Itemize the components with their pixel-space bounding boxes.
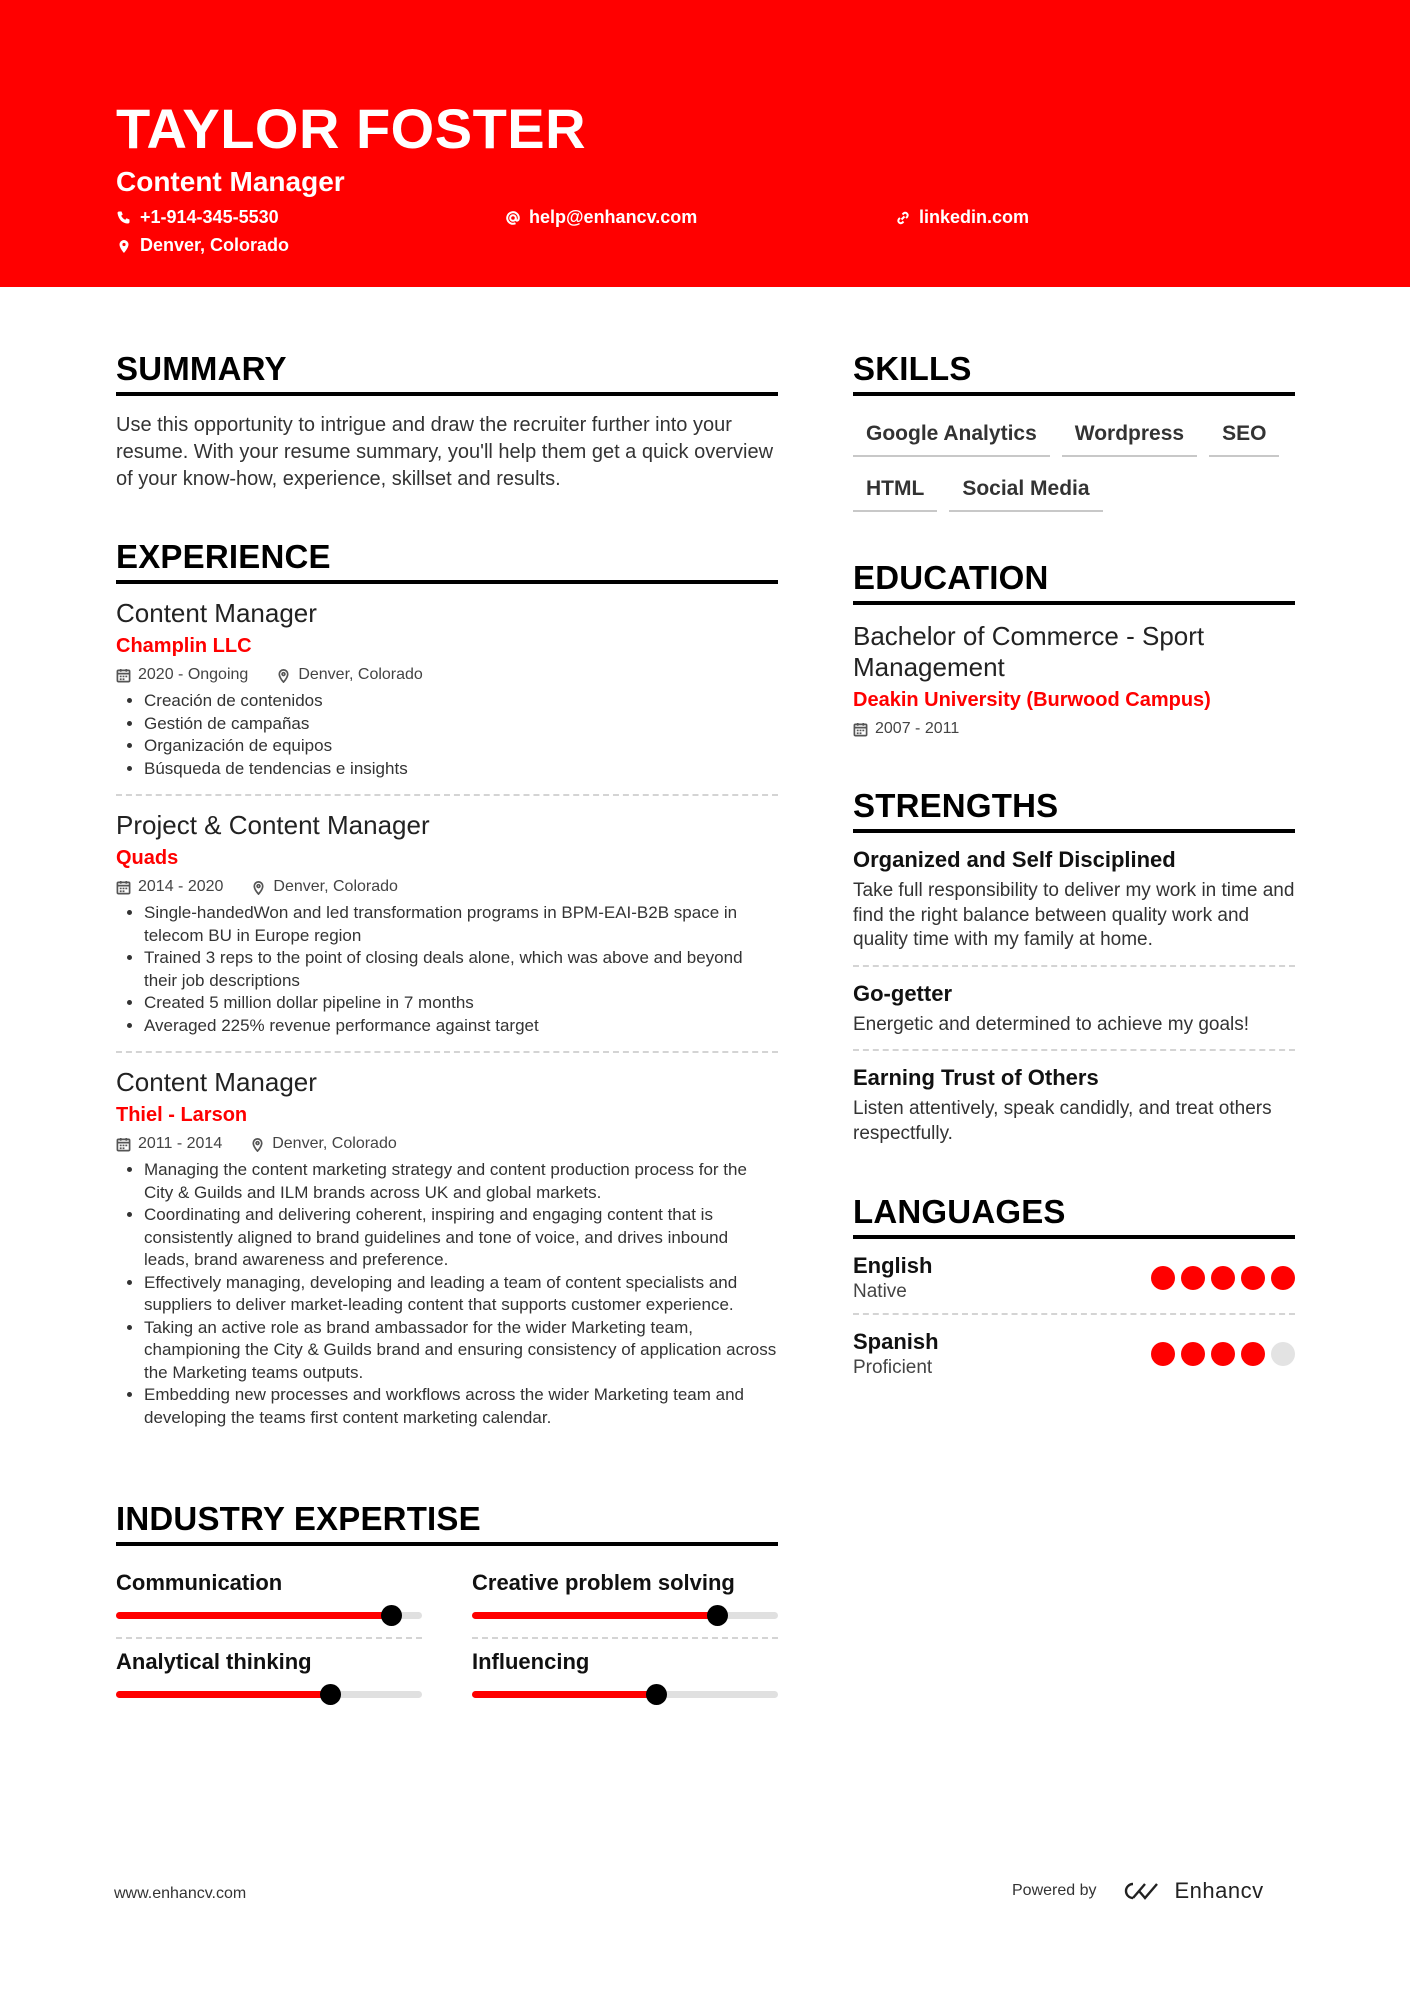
job-dates	[116, 1135, 222, 1153]
phone-text: +1-914-345-5530	[140, 207, 279, 227]
languages-section	[853, 1193, 1295, 1389]
language-name: English	[853, 1253, 933, 1278]
expertise-bar	[116, 1612, 422, 1619]
expertise-item	[116, 1639, 422, 1716]
job-dates-text: 2020 - Ongoing	[138, 666, 249, 683]
job-bullet: • Embedding new processes and workflows across the wider Marketing team and developing the teams first content marketing calendar.	[144, 1384, 778, 1429]
industry-expertise-heading: INDUSTRY EXPERTISE	[116, 1500, 778, 1546]
strength-desc: Energetic and determined to achieve my goals!	[853, 1013, 1250, 1035]
language-item	[853, 1239, 1295, 1315]
strengths-heading: STRENGTHS	[853, 787, 1295, 833]
language-rating	[1151, 1342, 1295, 1366]
rating-dot-filled	[1181, 1342, 1205, 1366]
expertise-bar-fill	[116, 1612, 391, 1619]
job-bullet: • Gestión de campañas	[144, 713, 778, 736]
skill-tag: SEO	[1209, 414, 1279, 457]
job-bullets	[116, 902, 778, 1037]
language-rating	[1151, 1266, 1295, 1290]
expertise-label: Creative problem solving	[472, 1570, 735, 1595]
expertise-bar-knob	[707, 1605, 728, 1626]
job-entry	[116, 1053, 778, 1443]
rating-dot-filled	[1241, 1266, 1265, 1290]
language-level: Proficient	[853, 1357, 933, 1378]
candidate-name: TAYLOR FOSTER	[116, 97, 587, 160]
skill-tag: Wordpress	[1062, 414, 1197, 457]
location-pin-icon	[116, 238, 132, 254]
job-location	[251, 878, 398, 896]
strength-desc: Listen attentively, speak candidly, and treat others respectfully.	[853, 1098, 1272, 1144]
job-title: Project & Content Manager	[116, 810, 430, 840]
job-dates-text: 2014 - 2020	[138, 878, 224, 895]
job-company: Champlin LLC	[116, 635, 252, 657]
at-icon	[505, 210, 521, 226]
job-dates	[116, 666, 248, 684]
strength-item	[853, 967, 1295, 1052]
skill-tag: Social Media	[949, 469, 1102, 512]
education-heading: EDUCATION	[853, 559, 1295, 605]
job-entry	[116, 584, 778, 796]
skill-tag: HTML	[853, 469, 937, 512]
education-dates-text: 2007 - 2011	[875, 720, 960, 737]
strength-desc: Take full responsibility to deliver my work in time and find the right balance between quality work and quality time with my family at home.	[853, 880, 1295, 950]
email-text: help@enhancv.com	[529, 207, 698, 227]
expertise-bar-knob	[320, 1684, 341, 1705]
job-bullet: • Single-handedWon and led transformation programs in BPM-EAI-B2B space in telecom BU in Europe region	[144, 902, 778, 947]
strength-item	[853, 833, 1295, 967]
calendar-icon	[853, 722, 868, 737]
job-bullet: • Coordinating and delivering coherent, inspiring and engaging content that is consistently aligned to brand guidelines and tone of voice, and drives inbound leads, brand awareness and preference.	[144, 1204, 778, 1272]
job-bullet: • Trained 3 reps to the point of closing deals alone, which was above and beyond their job descriptions	[144, 947, 778, 992]
job-bullets	[116, 690, 778, 780]
job-location-text: Denver, Colorado	[272, 1135, 397, 1152]
expertise-bar-knob	[381, 1605, 402, 1626]
linkedin-text: linkedin.com	[919, 207, 1030, 227]
education-section	[853, 559, 1295, 738]
calendar-icon	[116, 880, 131, 895]
job-bullets	[116, 1159, 778, 1429]
location-pin-icon	[250, 1137, 265, 1152]
strength-item	[853, 1051, 1295, 1158]
expertise-bar	[472, 1691, 778, 1698]
job-bullet: • Organización de equipos	[144, 735, 778, 758]
calendar-icon	[116, 668, 131, 683]
rating-dot-filled	[1211, 1266, 1235, 1290]
expertise-item	[472, 1639, 778, 1716]
calendar-icon	[116, 1137, 131, 1152]
language-item	[853, 1315, 1295, 1389]
job-title: Content Manager	[116, 1067, 317, 1097]
job-bullet: • Effectively managing, developing and leading a team of content specialists and suppliers to deliver market-leading content that supports customer experience.	[144, 1272, 778, 1317]
job-meta	[116, 1135, 778, 1153]
job-bullet: • Averaged 225% revenue performance against target	[144, 1015, 778, 1038]
education-school: Deakin University (Burwood Campus)	[853, 689, 1211, 711]
footer-website[interactable]: www.enhancv.com	[114, 1885, 247, 1902]
job-entry	[116, 796, 778, 1053]
phone-icon	[116, 210, 132, 226]
strengths-section	[853, 787, 1295, 1158]
contact-phone[interactable]	[116, 207, 279, 228]
job-location-text: Denver, Colorado	[298, 666, 423, 683]
rating-dot-filled	[1241, 1342, 1265, 1366]
rating-dot-filled	[1211, 1342, 1235, 1366]
languages-heading: LANGUAGES	[853, 1193, 1295, 1239]
candidate-title: Content Manager	[116, 166, 345, 197]
job-bullet: • Búsqueda de tendencias e insights	[144, 758, 778, 781]
job-location	[250, 1135, 397, 1153]
skills-section	[853, 350, 1295, 512]
job-bullet: • Managing the content marketing strategy and content production process for the City & Guilds and ILM brands across UK and global markets.	[144, 1159, 778, 1204]
rating-dot-filled	[1271, 1266, 1295, 1290]
skill-tag: Google Analytics	[853, 414, 1050, 457]
language-level: Native	[853, 1281, 907, 1302]
job-meta	[116, 878, 778, 896]
enhancv-logo-icon	[1119, 1879, 1165, 1903]
job-bullet: • Creación de contenidos	[144, 690, 778, 713]
rating-dot-filled	[1151, 1266, 1175, 1290]
footer-branding	[1012, 1878, 1264, 1904]
rating-dot-filled	[1181, 1266, 1205, 1290]
job-bullet: • Created 5 million dollar pipeline in 7 months	[144, 992, 778, 1015]
expertise-bar	[116, 1691, 422, 1698]
expertise-grid	[116, 1560, 778, 1716]
job-dates	[116, 878, 223, 896]
language-name: Spanish	[853, 1329, 939, 1354]
job-bullet: • Taking an active role as brand ambassador for the wider Marketing team, championing the City & Guilds brand and ensuring consistency of application across the Marketing teams outputs.	[144, 1317, 778, 1385]
contact-email[interactable]	[505, 207, 697, 228]
rating-dot-filled	[1151, 1342, 1175, 1366]
expertise-bar-fill	[472, 1691, 656, 1698]
expertise-bar-fill	[472, 1612, 717, 1619]
contact-location	[116, 235, 289, 256]
industry-expertise-section	[116, 1500, 778, 1716]
experience-section	[116, 538, 778, 1443]
strength-title: Earning Trust of Others	[853, 1065, 1099, 1090]
strength-title: Go-getter	[853, 980, 952, 1006]
job-company: Quads	[116, 847, 179, 869]
job-company: Thiel - Larson	[116, 1104, 248, 1126]
brand-name: Enhancv	[1174, 1878, 1264, 1903]
job-location-text: Denver, Colorado	[273, 878, 398, 895]
expertise-label: Communication	[116, 1570, 283, 1595]
location-pin-icon	[251, 880, 266, 895]
rating-dot-empty	[1271, 1342, 1295, 1366]
expertise-item	[116, 1560, 422, 1639]
experience-list	[116, 584, 778, 1443]
expertise-bar	[472, 1612, 778, 1619]
contact-linkedin[interactable]	[895, 207, 1029, 228]
job-meta	[116, 666, 778, 684]
education-degree: Bachelor of Commerce - Sport Management	[853, 621, 1205, 682]
job-location	[276, 666, 423, 684]
job-title: Content Manager	[116, 598, 317, 628]
expertise-label: Analytical thinking	[116, 1649, 312, 1674]
location-pin-icon	[276, 668, 291, 683]
resume-header	[0, 0, 1410, 287]
strength-title: Organized and Self Disciplined	[853, 847, 1176, 872]
experience-heading: EXPERIENCE	[116, 538, 778, 584]
expertise-bar-knob	[646, 1684, 667, 1705]
link-icon	[895, 210, 911, 226]
summary-section	[116, 350, 778, 493]
location-text: Denver, Colorado	[140, 235, 290, 255]
skills-heading: SKILLS	[853, 350, 1295, 396]
expertise-bar-fill	[116, 1691, 330, 1698]
summary-text: Use this opportunity to intrigue and draw the recruiter further into your resume. With your resume summary, you'll help them get a quick overview of your know-how, experience, skillset and results.	[116, 414, 774, 490]
education-dates	[853, 720, 1295, 738]
expertise-item	[472, 1560, 778, 1639]
job-dates-text: 2011 - 2014	[138, 1135, 223, 1152]
expertise-label: Influencing	[472, 1649, 590, 1674]
skills-list	[853, 414, 1295, 512]
brand-logo[interactable]	[1119, 1878, 1264, 1904]
summary-heading: SUMMARY	[116, 350, 778, 396]
powered-by-label: Powered by	[1012, 1882, 1097, 1899]
